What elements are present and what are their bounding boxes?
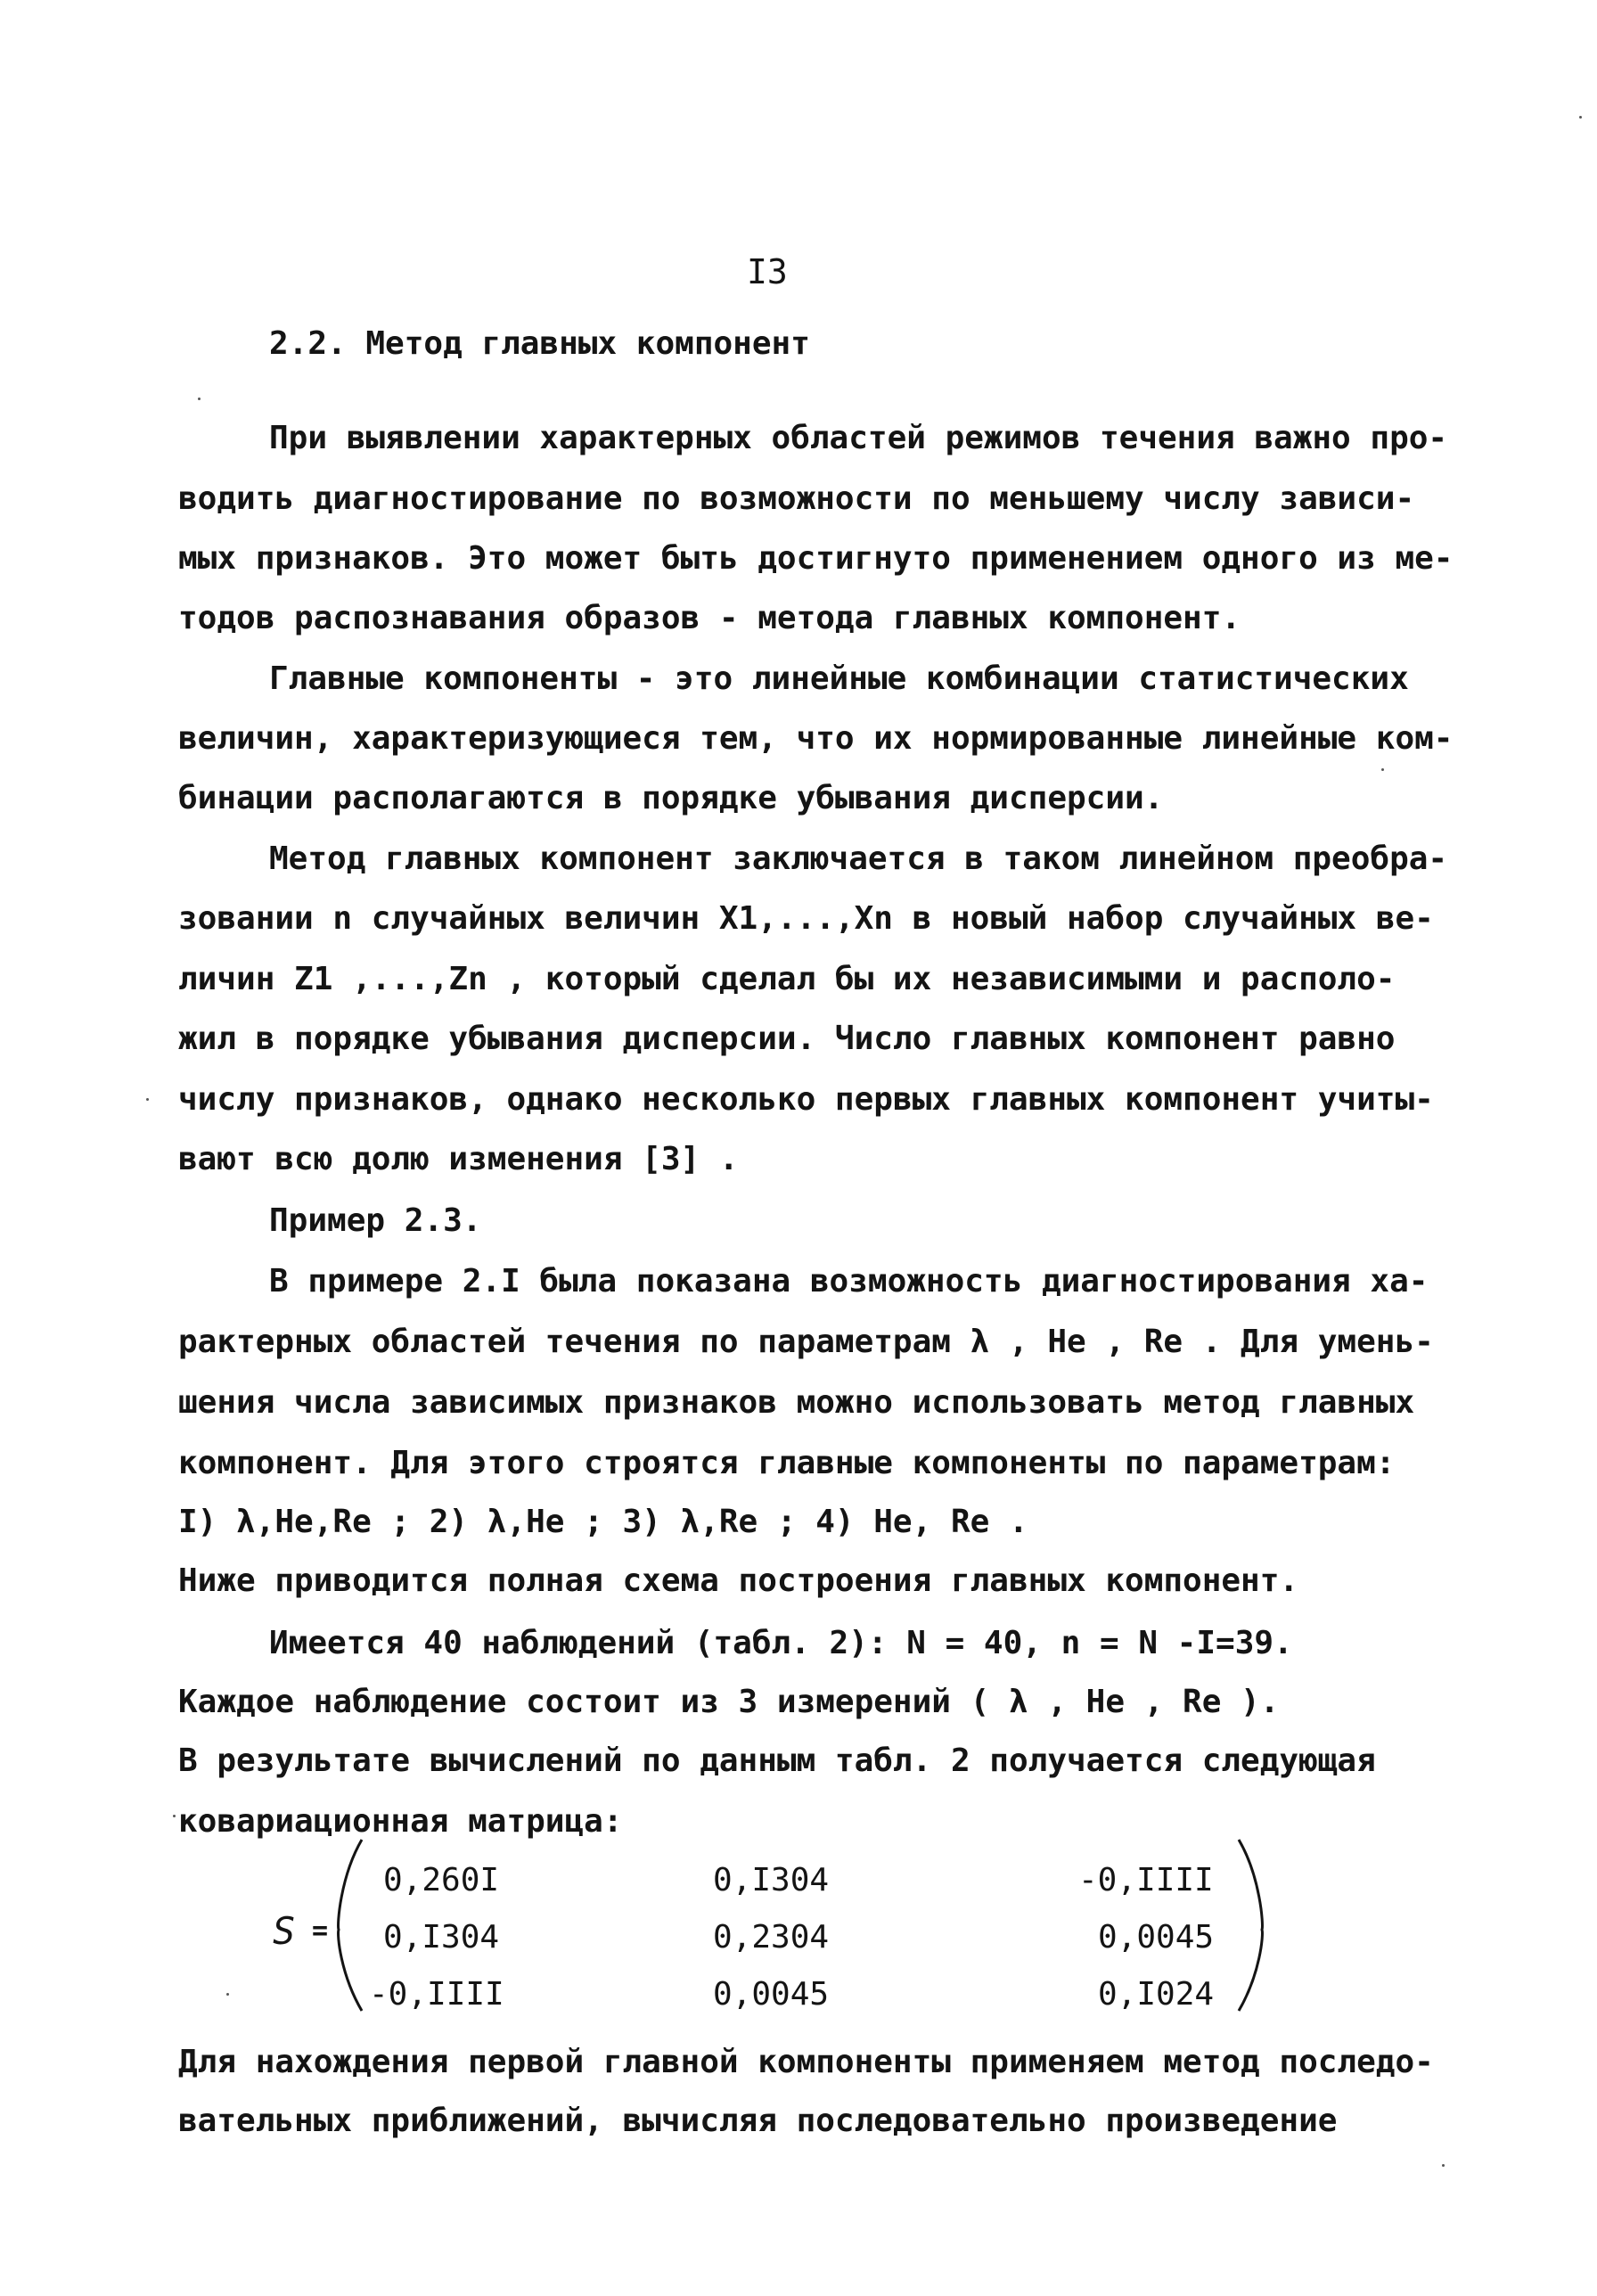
paragraph-line: жил в порядке убывания дисперсии. Число главных компонент равно	[178, 1021, 1396, 1057]
paragraph-line: числу признаков, однако несколько первых главных компонент учиты-	[178, 1081, 1434, 1118]
paragraph-line: вательных приближений, вычисляя последовательно произведение	[178, 2103, 1338, 2139]
paragraph-line: бинации располагаются в порядке убывания дисперсии.	[178, 780, 1164, 816]
paragraph-line: шения числа зависимых признаков можно использовать метод главных	[178, 1384, 1415, 1421]
left-parenthesis	[332, 1836, 367, 2014]
matrix-cell: 0,0045	[1098, 1919, 1215, 1956]
scan-speck	[226, 1993, 229, 1996]
paragraph-line: Метод главных компонент заключается в таком линейном преобра-	[269, 840, 1448, 877]
matrix-cell: 0,I304	[383, 1919, 500, 1956]
scan-speck	[198, 398, 201, 400]
paragraph-line: Для нахождения первой главной компоненты применяем метод последо-	[178, 2044, 1434, 2080]
matrix-cell: 0,0045	[713, 1976, 830, 2013]
matrix-cell: 0,I304	[713, 1862, 830, 1898]
paragraph-line: ковариационная матрица:	[178, 1803, 623, 1840]
paragraph-line: В результате вычислений по данным табл. 2 получается следующая	[178, 1742, 1376, 1779]
section-title: 2.2. Метод главных компонент	[269, 325, 810, 362]
paragraph-line: тодов распознавания образов - метода главных компонент.	[178, 600, 1241, 636]
paragraph-line: вают всю долю изменения [3] .	[178, 1141, 739, 1177]
page-number: I3	[747, 252, 788, 291]
example-label: Пример 2.3.	[269, 1202, 482, 1239]
paragraph-line: личин Z1 ,...,Zn , который сделал бы их независимыми и располо-	[178, 961, 1396, 997]
matrix-symbol: S	[273, 1909, 296, 1953]
matrix-cell: -0,IIII	[369, 1976, 504, 2013]
scan-speck	[173, 1815, 176, 1817]
paragraph-line: Каждое наблюдение состоит из 3 измерений ( λ , He , Re ).	[178, 1684, 1280, 1720]
paragraph-line: рактерных областей течения по параметрам λ , He , Re . Для умень-	[178, 1324, 1434, 1360]
matrix-equals: =	[312, 1915, 329, 1947]
paragraph-line: При выявлении характерных областей режимов течения важно про-	[269, 420, 1448, 456]
matrix-cell: -0,IIII	[1078, 1862, 1214, 1898]
paragraph-line: зовании n случайных величин X1,...,Xn в новый набор случайных ве-	[178, 900, 1434, 937]
scan-speck	[1579, 116, 1582, 119]
paragraph-line: В примере 2.I была показана возможность диагностирования ха-	[269, 1263, 1429, 1300]
matrix-cell: 0,I024	[1098, 1976, 1215, 2013]
paragraph-line: величин, характеризующиеся тем, что их нормированные линейные ком-	[178, 720, 1454, 757]
scan-speck	[1381, 768, 1384, 771]
scan-speck	[1442, 2164, 1445, 2167]
paragraph-line: водить диагностирование по возможности по меньшему числу зависи-	[178, 480, 1415, 517]
paragraph-line: Имеется 40 наблюдений (табл. 2): N = 40, n = N -I=39.	[269, 1625, 1293, 1661]
paragraph-line: компонент. Для этого строятся главные компоненты по параметрам:	[178, 1445, 1396, 1481]
paragraph-line: мых признаков. Это может быть достигнуто применением одного из ме-	[178, 540, 1454, 577]
right-parenthesis	[1233, 1836, 1269, 2014]
paragraph-line: Главные компоненты - это линейные комбинации статистических	[269, 660, 1409, 697]
paragraph-line: I) λ,He,Re ; 2) λ,He ; 3) λ,Re ; 4) He, Re .	[178, 1504, 1028, 1540]
scan-speck	[146, 1098, 149, 1101]
matrix-cell: 0,2304	[713, 1919, 830, 1956]
matrix-cell: 0,260I	[383, 1862, 500, 1898]
paragraph-line: Ниже приводится полная схема построения главных компонент.	[178, 1562, 1299, 1599]
